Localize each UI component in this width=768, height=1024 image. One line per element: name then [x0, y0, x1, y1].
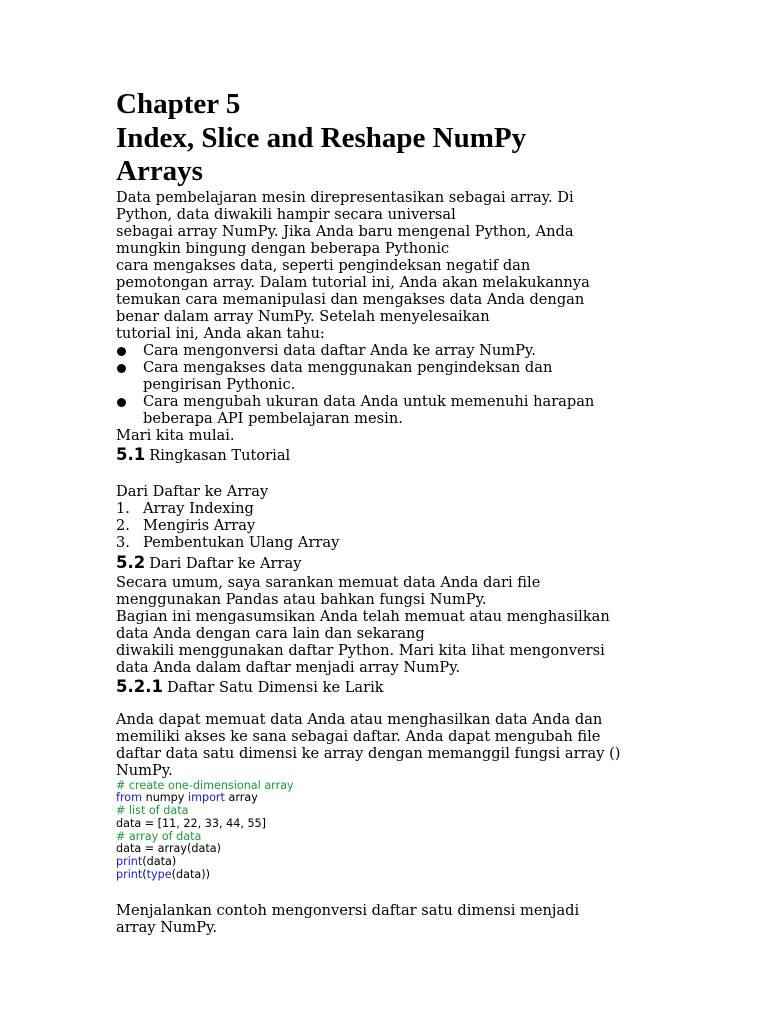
overview-list — [116, 500, 656, 551]
intro-line: Python, data diwakili hampir secara universal — [116, 205, 456, 223]
code-comment: # array of data — [116, 829, 202, 843]
code-comment: # list of data — [116, 804, 189, 818]
intro-line: Data pembelajaran mesin direpresentasikan sebagai array. Di — [116, 188, 574, 206]
paragraph-line: Menjalankan contoh mengonversi daftar satu dimensi menjadi — [116, 901, 580, 919]
list-number: 1. — [116, 499, 130, 517]
code-text: ( — [142, 868, 147, 882]
section-title: Daftar Satu Dimensi ke Larik — [166, 678, 384, 696]
chapter-title-line-2: Arrays — [116, 155, 203, 187]
list-item — [116, 517, 656, 534]
paragraph-line: Anda dapat memuat data Anda atau menghasilkan data Anda dan — [116, 710, 603, 728]
intro-line: pemotongan array. Dalam tutorial ini, Anda akan melakukannya — [116, 273, 590, 291]
list-item — [116, 342, 656, 359]
list-number: 3. — [116, 533, 130, 551]
code-keyword: type — [146, 868, 172, 882]
intro-line: temukan cara memanipulasi dan mengakses data Anda dengan — [116, 290, 585, 308]
intro-paragraph — [116, 189, 656, 342]
code-line — [116, 792, 656, 805]
paragraph-line: menggunakan Pandas atau bahkan fungsi NumPy. — [116, 590, 487, 608]
list-item-line: Cara mengakses data menggunakan pengindeksan dan — [143, 358, 553, 376]
learning-outcomes-list — [116, 342, 656, 427]
list-item-line: pengirisan Pythonic. — [143, 375, 296, 393]
outro-paragraph — [116, 902, 656, 936]
spacer — [116, 698, 656, 711]
code-text: numpy — [142, 791, 188, 805]
section-heading-5-2 — [116, 553, 656, 574]
paragraph-line: Secara umum, saya sarankan memuat data Anda dari file — [116, 573, 541, 591]
code-keyword: print — [116, 855, 143, 869]
intro-line: cara mengakses data, seperti pengindeksan negatif dan — [116, 256, 531, 274]
list-item-text: Mengiris Array — [143, 516, 256, 534]
list-item — [116, 359, 656, 393]
list-item-line: Cara mengonversi data daftar Anda ke array NumPy. — [143, 341, 536, 359]
code-keyword: print — [116, 868, 143, 882]
list-item-line: beberapa API pembelajaran mesin. — [143, 409, 403, 427]
list-item — [116, 500, 656, 517]
paragraph-line: data Anda dalam daftar menjadi array NumPy. — [116, 658, 461, 676]
list-item — [116, 393, 656, 427]
code-comment: # create one-dimensional array — [116, 778, 294, 792]
document-page — [116, 88, 656, 936]
code-text: (data)) — [171, 868, 210, 882]
code-keyword: import — [187, 791, 225, 805]
code-text: array — [224, 791, 258, 805]
bullet-icon — [117, 347, 126, 356]
paragraph-line: array NumPy. — [116, 918, 218, 936]
list-item-text: Array Indexing — [143, 499, 254, 517]
paragraph-line: NumPy. — [116, 761, 173, 779]
section-title: Dari Daftar ke Array — [149, 554, 302, 572]
list-number: 2. — [116, 516, 130, 534]
bullet-icon — [117, 364, 126, 373]
section-5-2-1-paragraph — [116, 711, 656, 779]
section-title: Ringkasan Tutorial — [149, 446, 291, 464]
code-keyword: from — [116, 791, 143, 805]
paragraph-line: memiliki akses ke sana sebagai daftar. Anda dapat mengubah file — [116, 727, 601, 745]
spacer — [116, 882, 656, 902]
chapter-title-line-1: Index, Slice and Reshape NumPy — [116, 121, 527, 154]
intro-line: tutorial ini, Anda akan tahu: — [116, 324, 325, 342]
intro-line: benar dalam array NumPy. Setelah menyelesaikan — [116, 307, 490, 325]
section-heading-5-2-1 — [116, 677, 656, 698]
intro-line: mungkin bingung dengan beberapa Pythonic — [116, 239, 450, 257]
section-number: 5.2 — [116, 552, 146, 572]
chapter-label: Chapter 5 — [116, 88, 241, 120]
paragraph-line: diwakili menggunakan daftar Python. Mari kita lihat mengonversi — [116, 641, 605, 659]
code-line — [116, 869, 656, 882]
paragraph-line: data Anda dengan cara lain dan sekarang — [116, 624, 425, 642]
lets-start-text: Mari kita mulai. — [116, 426, 235, 444]
section-number: 5.2.1 — [116, 676, 163, 696]
list-item-text: Pembentukan Ulang Array — [143, 533, 340, 551]
intro-line: sebagai array NumPy. Jika Anda baru mengenal Python, Anda — [116, 222, 574, 240]
section-heading-5-1 — [116, 445, 656, 466]
paragraph-line: daftar data satu dimensi ke array dengan memanggil fungsi array () — [116, 744, 621, 762]
overview-label: Dari Daftar ke Array — [116, 482, 269, 500]
list-item-line: Cara mengubah ukuran data Anda untuk memenuhi harapan — [143, 392, 595, 410]
bullet-icon — [117, 398, 126, 407]
paragraph-line: Bagian ini mengasumsikan Anda telah memuat atau menghasilkan — [116, 607, 610, 625]
section-number: 5.1 — [116, 444, 146, 464]
code-text: (data) — [142, 855, 177, 869]
code-line: data = [11, 22, 33, 44, 55] — [116, 816, 267, 830]
spacer — [116, 466, 656, 483]
code-line: data = array(data) — [116, 842, 221, 856]
code-block — [116, 780, 656, 882]
list-item — [116, 534, 656, 551]
section-5-2-paragraph — [116, 574, 656, 676]
